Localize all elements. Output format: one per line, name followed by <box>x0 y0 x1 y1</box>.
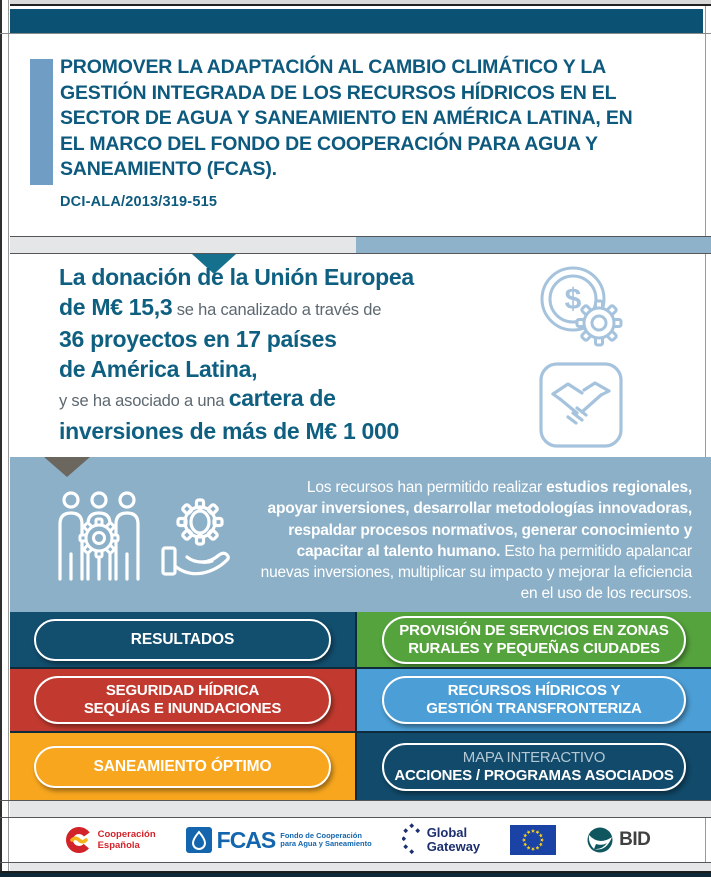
cooperacion-espanola-icon <box>65 826 93 854</box>
people-group-gear-icon <box>56 489 142 589</box>
footer-gray-band-2 <box>10 863 711 871</box>
top-blue-bar <box>10 9 703 33</box>
saneamiento-optimo-button[interactable]: SANEAMIENTO ÓPTIMO <box>34 746 331 788</box>
stats-line-2-small: se ha canalizado a través de <box>172 300 382 319</box>
button-cell-provision <box>357 612 711 667</box>
button-cell-mapa <box>357 733 711 800</box>
seguridad-hidrica-button[interactable]: SEGURIDAD HÍDRICA SEQUÍAS E INUNDACIONES <box>34 676 331 724</box>
gray-arrow-down-icon <box>44 457 90 477</box>
eu-flag-icon <box>510 825 556 855</box>
global-gateway-stars-icon <box>402 823 422 857</box>
recursos-hidricos-button[interactable]: RECURSOS HÍDRICOS Y GESTIÓN TRANSFRONTERIZA <box>382 676 686 724</box>
provision-servicios-button[interactable]: PROVISIÓN DE SERVICIOS EN ZONAS RURALES Y PEQUEÑAS CIUDADES <box>382 616 686 664</box>
page-left-margin-line <box>8 0 9 877</box>
footer-gray-band-1 <box>10 801 711 817</box>
eu-flag <box>510 825 556 855</box>
cooperacion-espanola-logo: Cooperación Española <box>65 826 156 854</box>
impact-regular-start: Los recursos han permitido realizar <box>306 479 547 496</box>
stats-line-1: La donación de la Unión Europea <box>59 264 414 290</box>
grid-vertical-separator <box>355 612 357 800</box>
fcas-logo: FCAS Fondo de Cooperación para Agua y Saneamiento <box>186 827 372 854</box>
grid-horizontal-separator-1 <box>10 667 711 669</box>
stats-line-3: 36 proyectos en 17 países <box>59 326 337 352</box>
impact-paragraph <box>258 477 692 605</box>
stats-line-5: y se ha asociado a una cartera de <box>59 385 336 411</box>
svg-text:$: $ <box>564 283 582 316</box>
button-cell-resultados <box>10 612 355 667</box>
button-cell-seguridad <box>10 669 355 731</box>
impact-bold: estudios regionales, apoyar inversiones, desarrollar metodologías innovadoras, respaldar procesos normativos, generar conocimiento y capacitar al talento humano. <box>267 479 692 560</box>
stats-line-2: de M€ 15,3 se ha canalizado a través de <box>59 293 382 320</box>
hand-gear-icon <box>158 496 238 585</box>
global-gateway-logo: Global Gateway <box>402 823 480 857</box>
divider-band-blue <box>356 236 711 254</box>
page-left-border <box>0 0 2 877</box>
bid-logo: BID <box>586 826 650 854</box>
money-gear-icon <box>533 262 625 357</box>
mapa-interactivo-button[interactable]: MAPA INTERACTIVO ACCIONES / PROGRAMAS ASOCIADOS <box>382 743 686 791</box>
stats-line-5-small: y se ha asociado a una <box>59 392 229 410</box>
button-cell-recursos <box>357 669 711 731</box>
impact-regular-end: Esto ha permitido apalancar nuevas inversiones, multiplicar su impacto y mejorar la eficiencia en el uso de los recursos. <box>260 542 692 603</box>
header-accent-bar <box>30 59 53 185</box>
footer-logo-row <box>10 818 705 862</box>
handshake-icon <box>537 360 625 455</box>
resultados-button[interactable]: RESULTADOS <box>34 619 331 661</box>
bid-icon <box>586 826 614 854</box>
header-divider-line <box>0 33 711 34</box>
fcas-drop-icon <box>186 827 212 853</box>
footer-navy-bar <box>0 873 711 877</box>
page-title: PROMOVER LA ADAPTACIÓN AL CAMBIO CLIMÁTICO Y LA GESTIÓN INTEGRADA DE LOS RECURSOS HÍDRICOS EN EL SECTOR DE AGUA Y SANEAMIENTO EN AMÉRICA LATINA, EN EL MARCO DEL FONDO DE COOPERACIÓN PARA AGUA Y SANEAMIENTO (FCAS). <box>60 56 633 180</box>
button-cell-saneamiento <box>10 733 355 800</box>
grid-horizontal-separator-2 <box>10 731 711 733</box>
donation-stats-block <box>59 263 529 446</box>
stats-line-6: inversiones de más de M€ 1 000 <box>59 417 400 444</box>
stats-line-4: de América Latina, <box>59 355 258 382</box>
top-dark-line <box>10 4 711 6</box>
divider-band-gray <box>10 236 356 254</box>
project-reference: DCI-ALA/2013/319-515 <box>60 194 218 210</box>
